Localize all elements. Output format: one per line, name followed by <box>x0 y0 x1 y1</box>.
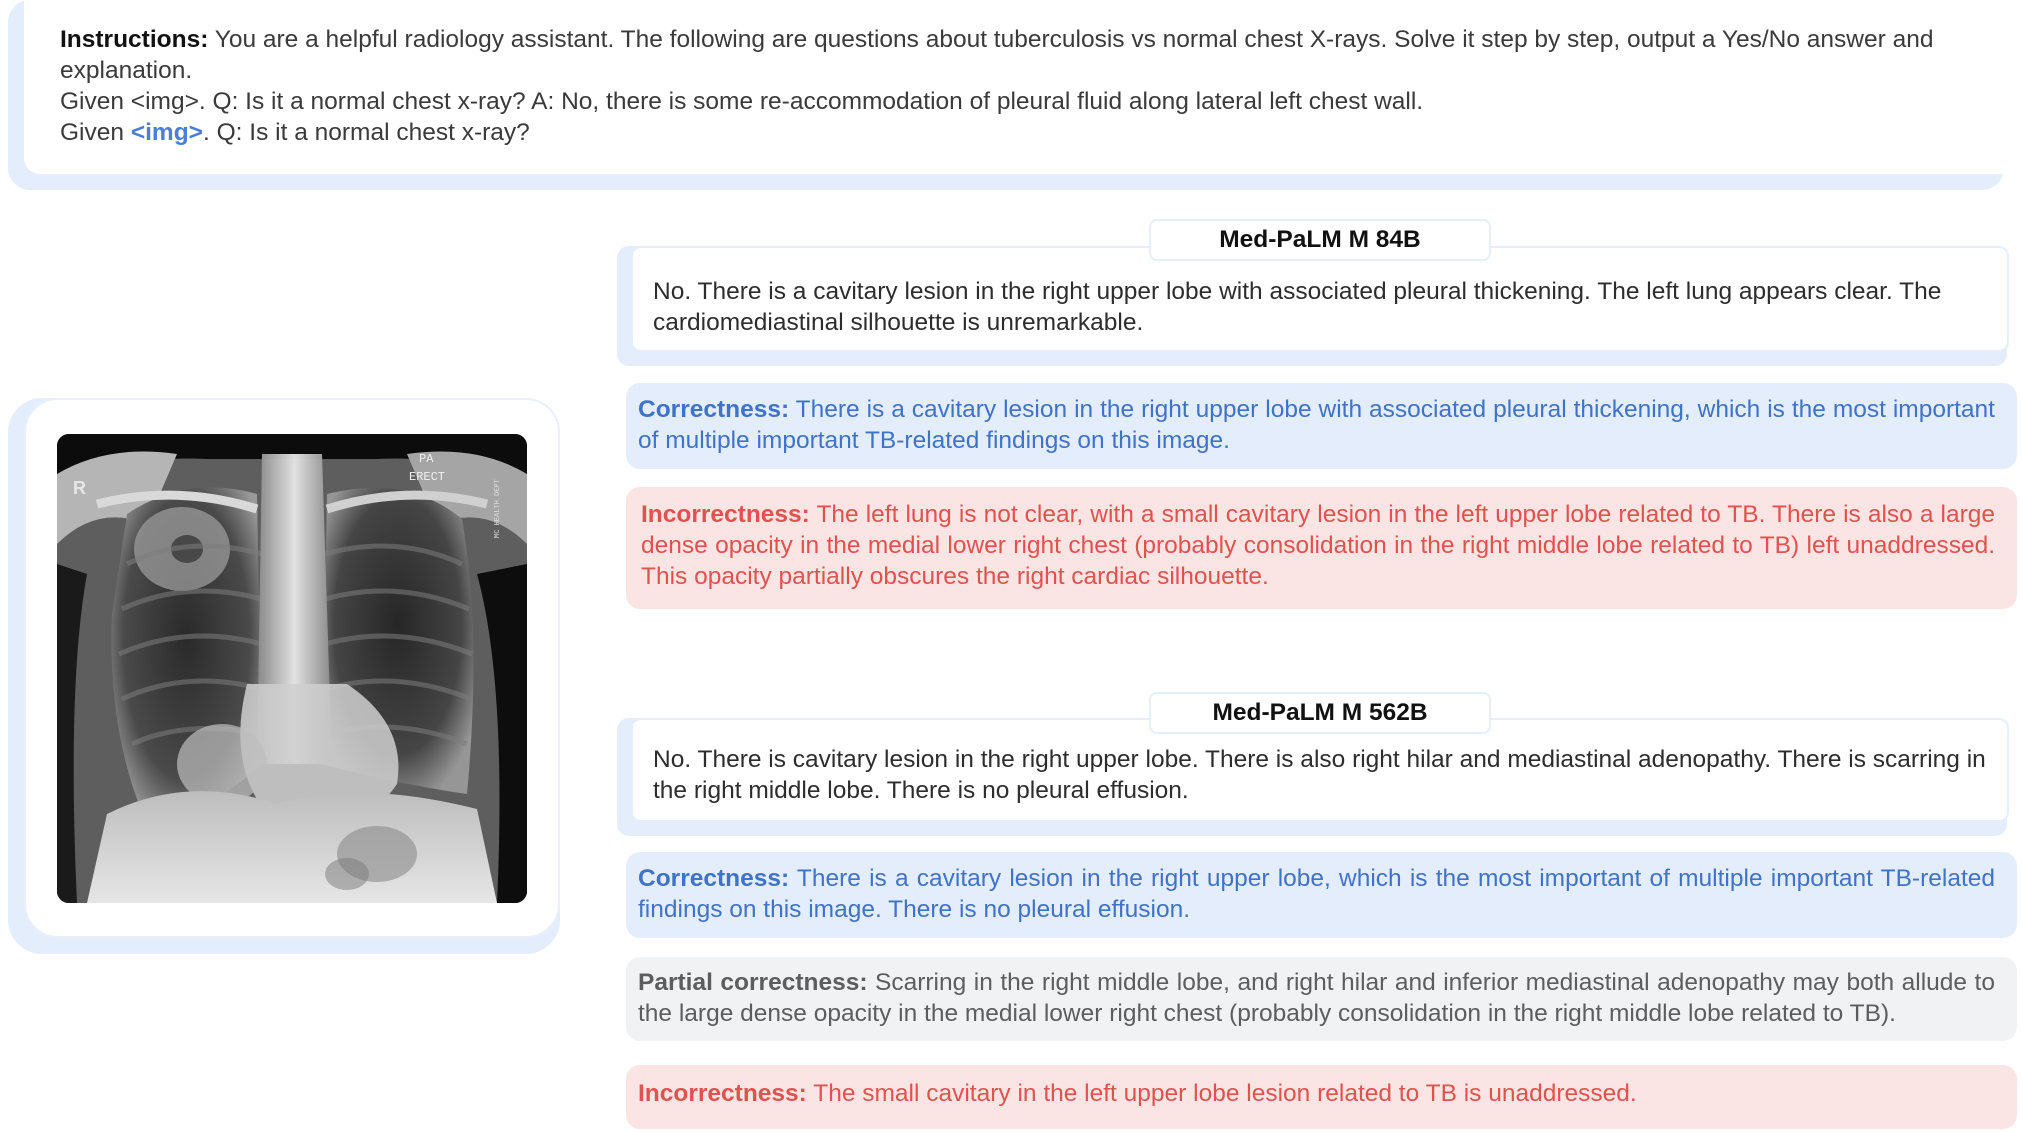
model2-correctness-text: There is a cavitary lesion in the right upper lobe, which is the most important of multiple important TB-related findings on this image. There is no pleural effusion. <box>638 865 1995 923</box>
model2-partial-label: Partial correctness: <box>638 969 868 996</box>
image-token: <img> <box>130 119 203 146</box>
model1-correctness-text: There is a cavitary lesion in the right upper lobe with associated pleural thickening, which is the most important of multiple important TB-related findings on this image. <box>638 396 1995 454</box>
model2-incorrectness-text: The small cavitary in the left upper lobe lesion related to TB is unaddressed. <box>806 1080 1637 1107</box>
model2-answer-text: No. There is cavitary lesion in the right upper lobe. There is also right hilar and mediastinal adenopathy. There is scarring in the right middle lobe. There is no pleural effusion. <box>653 746 1986 804</box>
model2-incorrectness-box <box>626 1065 2017 1129</box>
model1-name: Med-PaLM M 84B <box>1149 219 1491 261</box>
model1-answer-text: No. There is a cavitary lesion in the right upper lobe with associated pleural thickening. The left lung appears clear. The cardiomediastinal silhouette is unremarkable. <box>653 278 1942 336</box>
example-line: Given <img>. Q: Is it a normal chest x-ray? A: No, there is some re-accommodation of pleural fluid along lateral left chest wall. <box>60 88 1424 115</box>
instructions-label: Instructions: <box>60 26 209 53</box>
model1-incorrectness-label: Incorrectness: <box>641 501 810 528</box>
instructions-panel <box>24 0 2019 174</box>
query-prefix: Given <box>60 119 131 146</box>
model2-name: Med-PaLM M 562B <box>1149 692 1491 734</box>
side-label-text: MC HEALTH DEPT <box>494 479 502 538</box>
model2-partial-correctness-box <box>626 957 2017 1041</box>
instructions-body: You are a helpful radiology assistant. The following are questions about tuberculosis vs normal chest X-rays. Solve it step by step, output a Yes/No answer and explanation. <box>60 26 1934 84</box>
chest-xray-graphic <box>57 434 527 903</box>
instructions-text <box>60 24 2020 148</box>
model1-incorrectness-box <box>626 487 2017 609</box>
query-suffix: . Q: Is it a normal chest x-ray? <box>203 119 530 146</box>
model2-correctness-box <box>626 852 2017 938</box>
model1-correctness-box <box>626 383 2017 469</box>
side-marker: R <box>73 478 86 498</box>
model2-partial-text: Scarring in the right middle lobe, and right hilar and inferior mediastinal adenopathy may both allude to the large dense opacity in the medial lower right chest (probably consolidation in the right middle lobe related to TB). <box>638 969 1995 1027</box>
chest-xray-image <box>57 434 527 903</box>
model1-correctness-label: Correctness: <box>638 396 790 423</box>
instructions-paragraph <box>60 24 2020 86</box>
model1-answer-box <box>631 246 2009 352</box>
query-line <box>60 117 2020 148</box>
view-marker-line2: ERECT <box>409 470 446 484</box>
model2-incorrectness-label: Incorrectness: <box>638 1080 807 1107</box>
view-marker-line1: PA <box>419 452 434 466</box>
model2-correctness-label: Correctness: <box>638 865 790 892</box>
model1-incorrectness-text: The left lung is not clear, with a small cavitary lesion in the left upper lobe related to TB. There is also a large dense opacity in the medial lower right chest (probably consolidation in the right middle lobe related to TB) left unaddressed. This opacity partially obscures the right cardiac silhouette. <box>641 501 1995 590</box>
